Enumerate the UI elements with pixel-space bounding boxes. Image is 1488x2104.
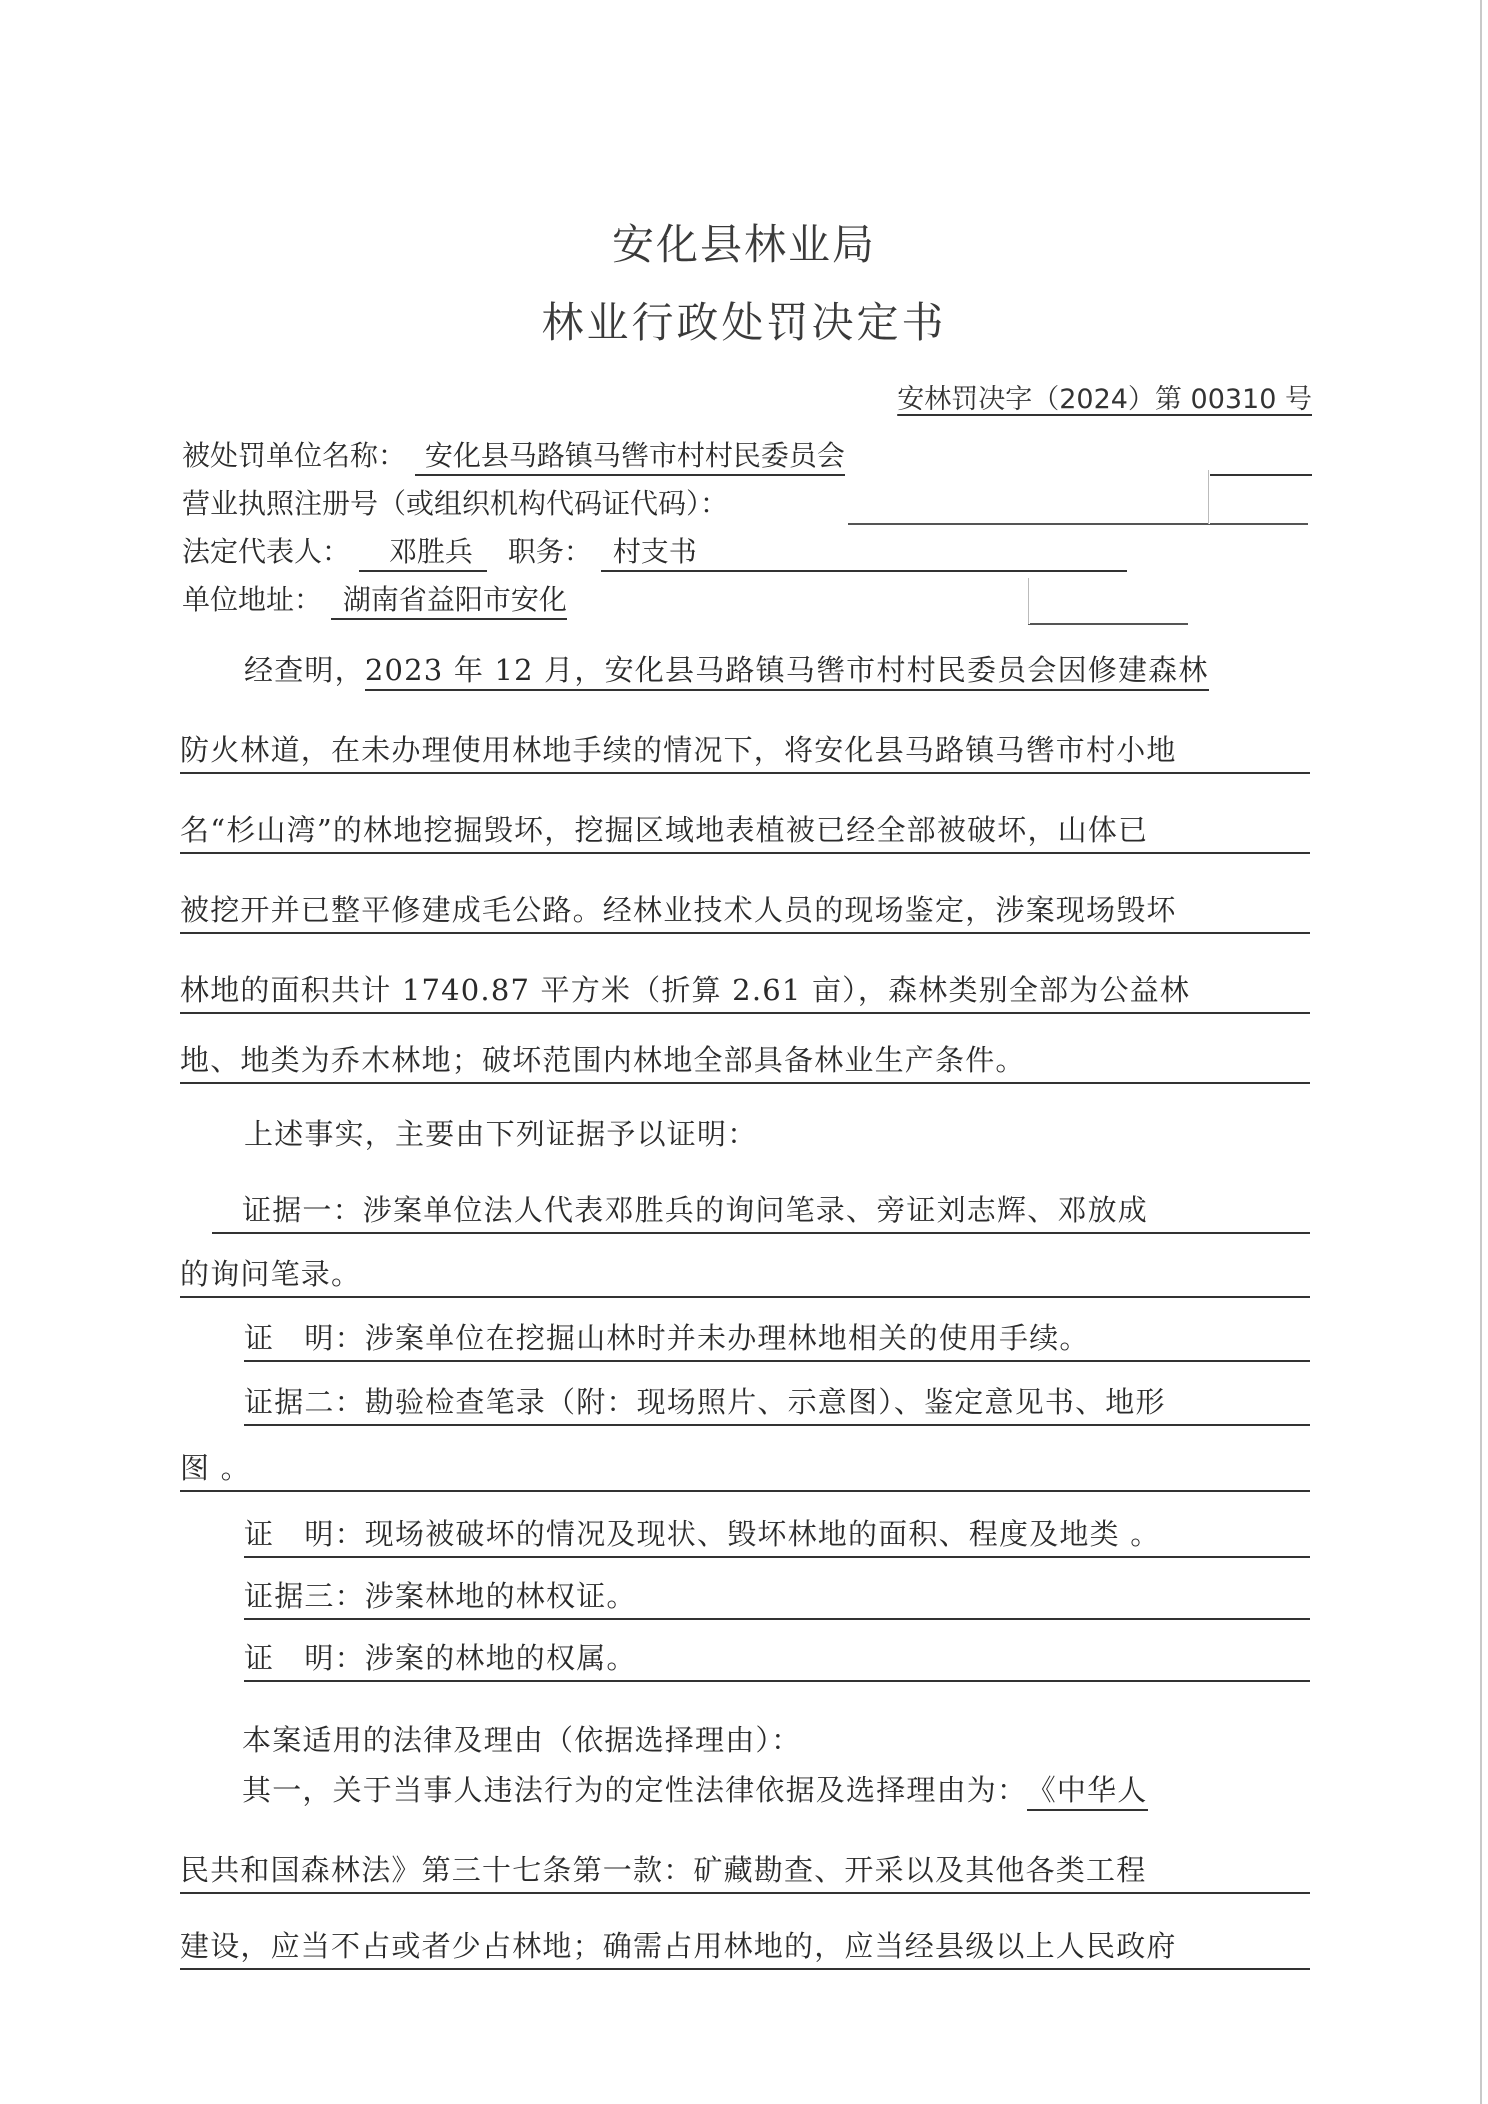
proof-text: 证 明：涉案单位在挖掘山林时并未办理林地相关的使用手续。 — [244, 1316, 1310, 1362]
facts-line-5 — [180, 968, 1310, 1014]
agency-name: 安化县林业局 — [611, 220, 876, 269]
facts-text: 2023 年 12 月，安化县马路镇马辔市村村民委员会因修建森林 — [365, 653, 1209, 691]
evidence-text: 证据三：涉案林地的林权证。 — [244, 1574, 1310, 1620]
legal-rep-value: 邓胜兵 — [359, 535, 487, 572]
unit-name-row — [182, 436, 845, 476]
evidence-text: 证据二：勘验检查笔录（附：现场照片、示意图）、鉴定意见书、地形 — [244, 1380, 1310, 1426]
evidence-text: 图 。 — [180, 1446, 1310, 1492]
proof-text: 证 明：涉案的林地的权属。 — [244, 1636, 1310, 1682]
license-row — [182, 484, 728, 524]
evidence-intro: 上述事实，主要由下列证据予以证明： — [244, 1117, 758, 1151]
position-value: 村支书 — [601, 535, 1127, 572]
proof-1 — [244, 1316, 1310, 1362]
redaction-box — [1208, 470, 1210, 524]
position-label: 职务： — [507, 535, 592, 568]
document-number-text: 安林罚决字（2024）第 00310 号 — [897, 384, 1312, 415]
unit-name-value: 安化县马路镇马辔市村村民委员会 — [415, 439, 845, 476]
unit-name-rule-tail — [1208, 474, 1312, 476]
law-text: 建设，应当不占或者少占林地；确需占用林地的，应当经县级以上人民政府 — [180, 1924, 1310, 1970]
law-item-1-line-2 — [180, 1848, 1310, 1894]
evidence-1-line-1 — [212, 1188, 1310, 1234]
facts-line-4 — [180, 888, 1310, 934]
law-heading: 本案适用的法律及理由（依据选择理由）： — [242, 1723, 802, 1757]
facts-lead: 经查明， — [244, 653, 365, 687]
license-rule — [848, 523, 1308, 525]
facts-text: 名“杉山湾”的林地挖掘毁坏，挖掘区域地表植被已经全部被破坏，山体已 — [180, 808, 1310, 854]
facts-text: 防火林道，在未办理使用林地手续的情况下，将安化县马路镇马辔市村小地 — [180, 728, 1310, 774]
facts-line-6 — [180, 1038, 1310, 1084]
address-label: 单位地址： — [182, 583, 323, 616]
facts-line-1 — [180, 648, 1310, 689]
redaction-box — [1028, 578, 1030, 624]
evidence-text: 证据一：涉案单位法人代表邓胜兵的询问笔录、旁证刘志辉、邓放成 — [212, 1188, 1310, 1234]
proof-text: 证 明：现场被破坏的情况及现状、毁坏林地的面积、程度及地类 。 — [244, 1512, 1310, 1558]
proof-2 — [244, 1512, 1310, 1558]
evidence-2-line-2 — [180, 1446, 1310, 1492]
law-text: 民共和国森林法》第三十七条第一款：矿藏勘查、开采以及其他各类工程 — [180, 1848, 1310, 1894]
proof-3 — [244, 1636, 1310, 1682]
law-item-1-line-3 — [180, 1924, 1310, 1970]
law-item-1-lead: 其一，关于当事人违法行为的定性法律依据及选择理由为： — [242, 1773, 1028, 1807]
address-value: 湖南省益阳市安化 — [331, 583, 567, 620]
document-title: 林业行政处罚决定书 — [541, 298, 947, 347]
facts-text: 林地的面积共计 1740.87 平方米（折算 2.61 亩），森林类别全部为公益林 — [180, 968, 1310, 1014]
facts-text: 地、地类为乔木林地；破坏范围内林地全部具备林业生产条件。 — [180, 1038, 1310, 1084]
evidence-3 — [244, 1574, 1310, 1620]
evidence-text: 的询问笔录。 — [180, 1252, 1310, 1298]
unit-name-label: 被处罚单位名称： — [182, 439, 407, 472]
facts-line-2 — [180, 728, 1310, 774]
law-item-1-line-1 — [242, 1768, 1310, 1809]
address-rule-tail — [1028, 623, 1188, 625]
evidence-1-line-2 — [180, 1252, 1310, 1298]
evidence-2-line-1 — [244, 1380, 1310, 1426]
license-label: 营业执照注册号（或组织机构代码证代码）： — [182, 487, 729, 520]
legal-rep-row — [182, 532, 1127, 572]
facts-line-3 — [180, 808, 1310, 854]
legal-rep-label: 法定代表人： — [182, 535, 351, 568]
document-number — [897, 377, 1312, 416]
address-row — [182, 580, 567, 620]
law-item-1-start: 《中华人 — [1027, 1773, 1147, 1811]
facts-text: 被挖开并已整平修建成毛公路。经林业技术人员的现场鉴定，涉案现场毁坏 — [180, 888, 1310, 934]
